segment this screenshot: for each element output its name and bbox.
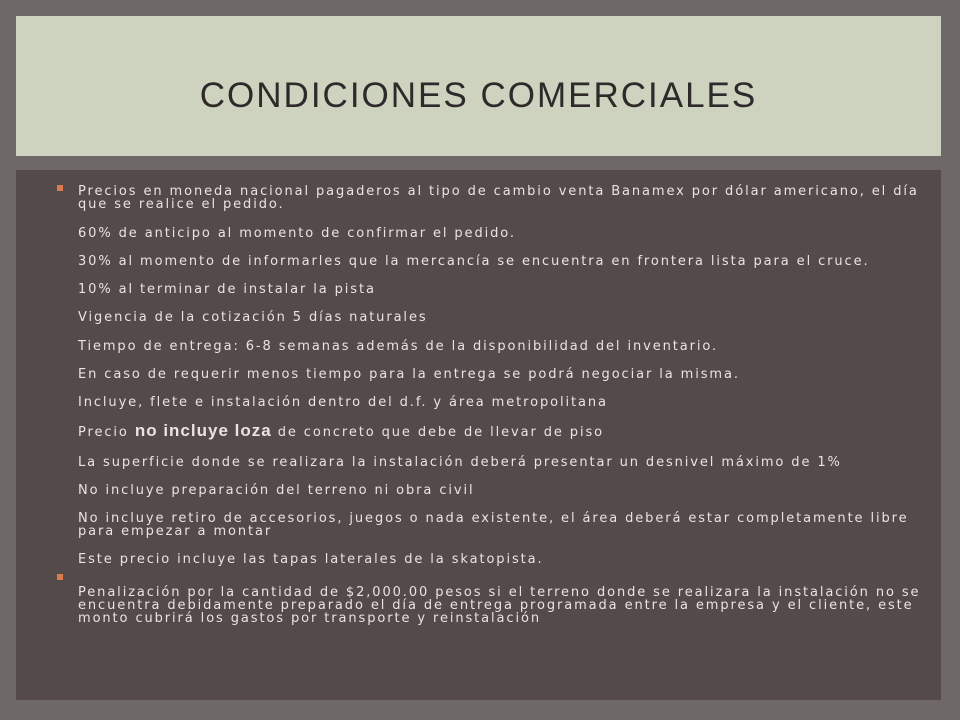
item-preparacion: No incluye preparación del terreno ni obra civil [78, 483, 475, 498]
slide-title: CONDICIONES COMERCIALES [199, 76, 758, 115]
item-penalizacion: Penalización por la cantidad de $2,000.00 pesos si el terreno donde se realizara la instalación no se encuentra debidamente preparado el día de entrega programada entre la empresa y el cliente, este monto cubrirá los gastos por transporte y reinstalación [78, 585, 921, 626]
item-no-incluye-loza [78, 421, 928, 440]
item-loza-suffix: de concreto que debe de llevar de piso [271, 425, 604, 440]
item-superficie: La superficie donde se realizara la instalación deberá presentar un desnivel máximo de 1% [78, 455, 842, 470]
item-tiempo-entrega: Tiempo de entrega: 6-8 semanas además de la disponibilidad del inventario. [78, 339, 719, 354]
item-frontera: 30% al momento de informarles que la mercancía se encuentra en frontera lista para el cruce. [78, 254, 870, 269]
item-loza-emphasis: no incluye loza [134, 421, 272, 440]
content-panel [16, 170, 941, 700]
item-vigencia: Vigencia de la cotización 5 días naturales [78, 310, 428, 325]
item-retiro-accesorios: No incluye retiro de accesorios, juegos o nada existente, el área deberá estar completamente libre para empezar a montar [78, 511, 909, 539]
bullet-marker [57, 574, 63, 580]
item-precios-moneda: Precios en moneda nacional pagaderos al tipo de cambio venta Banamex por dólar americano, el día que se realice el pedido. [78, 184, 919, 212]
item-anticipo: 60% de anticipo al momento de confirmar el pedido. [78, 226, 516, 241]
bullet-marker [57, 185, 63, 191]
item-terminar: 10% al terminar de instalar la pista [78, 282, 376, 297]
item-negociar: En caso de requerir menos tiempo para la entrega se podrá negociar la misma. [78, 367, 740, 382]
item-incluye-flete: Incluye, flete e instalación dentro del d.f. y área metropolitana [78, 395, 608, 410]
item-loza-prefix: Precio [78, 425, 135, 440]
title-bar [16, 16, 941, 156]
item-tapas-laterales: Este precio incluye las tapas laterales de la skatopista. [78, 552, 544, 567]
